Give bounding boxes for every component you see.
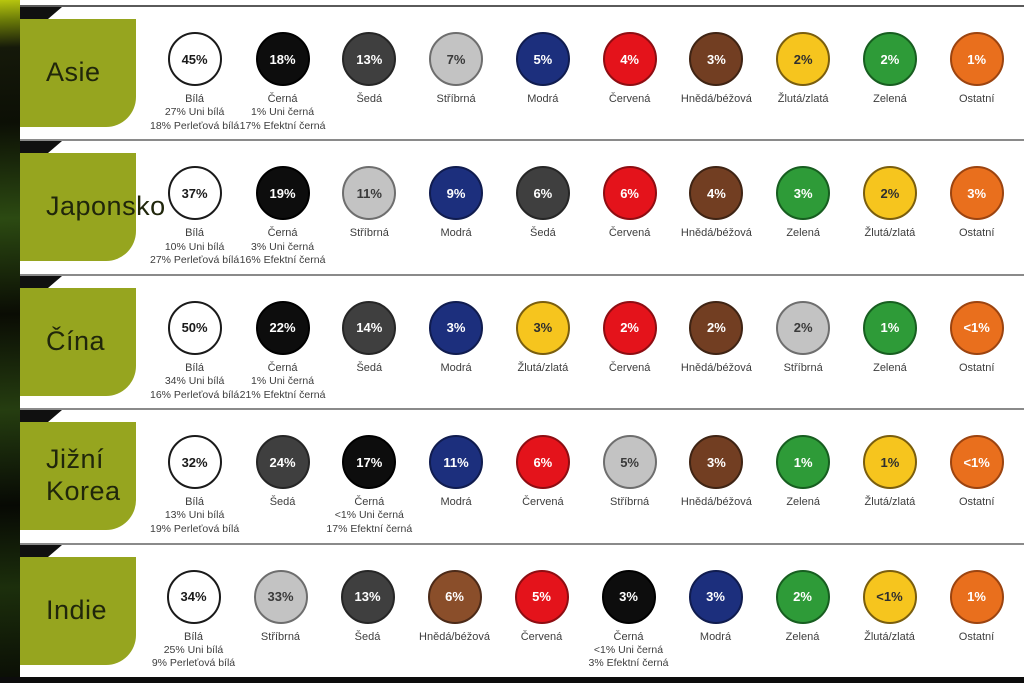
color-percentage: 14% (356, 320, 383, 336)
color-name: Žlutá/zlatá (864, 227, 916, 240)
color-item (499, 7, 586, 139)
color-percentage: 6% (533, 454, 553, 470)
color-item (150, 410, 239, 542)
color-item (933, 141, 1020, 273)
color-item (760, 141, 847, 273)
color-circle (776, 32, 830, 86)
color-percentage: 3% (706, 51, 726, 67)
color-circle (863, 32, 917, 86)
color-circle (429, 435, 483, 489)
color-item (847, 141, 934, 273)
color-circle (776, 570, 830, 624)
color-percentage: 4% (706, 185, 726, 201)
color-name: Bílá (185, 227, 205, 240)
color-circle (950, 32, 1004, 86)
color-percentage: 5% (533, 51, 553, 67)
color-name: Stříbrná (610, 496, 650, 509)
color-sub-detail: 21% Efektní černá (239, 388, 326, 401)
color-percentage: 24% (269, 454, 296, 470)
color-item (673, 410, 760, 542)
color-name: Modrá (527, 93, 559, 105)
color-percentage: 2% (880, 185, 900, 201)
color-item (239, 141, 326, 273)
color-item (759, 545, 846, 677)
color-item (326, 410, 413, 542)
color-sub-detail: 16% Efektní černá (239, 254, 326, 267)
color-percentage: <1% (963, 454, 990, 470)
color-percentage: <1% (876, 589, 903, 605)
color-name: Modrá (440, 361, 472, 374)
color-name: Zelená (873, 93, 907, 105)
color-name: Červená (608, 93, 651, 105)
color-percentage: 1% (793, 454, 813, 470)
color-percentage: 3% (619, 589, 638, 605)
color-circle (689, 301, 743, 355)
color-item (933, 410, 1020, 542)
color-name: Ostatní (958, 227, 995, 240)
color-item (326, 276, 413, 408)
color-percentage: 1% (967, 589, 986, 605)
color-name: Hnědá/béžová (419, 630, 490, 643)
color-percentage: 7% (446, 51, 466, 67)
color-item (498, 545, 585, 677)
color-name: Šedá (356, 361, 383, 374)
color-percentage: 11% (443, 454, 469, 470)
color-item (150, 545, 237, 677)
color-name: Stříbrná (260, 630, 301, 643)
color-sub-detail: 9% Perleťová bílá (151, 657, 236, 670)
color-sub-detail: <1% Uni černá (334, 509, 404, 522)
color-circle (429, 301, 483, 355)
color-circle-list (150, 410, 1020, 542)
color-percentage: 32% (181, 454, 208, 470)
color-circle-list (150, 141, 1020, 273)
color-percentage: 50% (181, 320, 208, 336)
color-circle (602, 570, 656, 624)
color-circle (254, 570, 308, 624)
color-sub-detail: 27% Perleťová bílá (150, 254, 240, 267)
color-percentage: 13% (354, 589, 381, 605)
color-name: Bílá (185, 361, 205, 374)
region-row (0, 7, 1024, 141)
color-circle (167, 570, 221, 624)
color-percentage: 18% (269, 51, 296, 67)
color-name: Modrá (699, 630, 732, 643)
region-tab (5, 288, 136, 396)
color-item (673, 7, 760, 139)
region-label: Japonsko (46, 191, 166, 222)
color-item (847, 7, 934, 139)
color-item (672, 545, 759, 677)
color-percentage: 13% (356, 51, 383, 67)
color-circle (950, 435, 1004, 489)
color-circle (256, 166, 310, 220)
color-item (150, 276, 239, 408)
color-circle (168, 301, 222, 355)
color-item (150, 7, 239, 139)
color-name: Černá (267, 93, 298, 105)
color-name: Bílá (184, 630, 203, 643)
color-percentage: 5% (532, 589, 551, 605)
color-circle (950, 570, 1004, 624)
color-item (846, 545, 933, 677)
color-name: Stříbrná (349, 227, 389, 240)
color-circle (429, 32, 483, 86)
color-item (413, 410, 500, 542)
region-tab (5, 557, 136, 665)
color-percentage: 5% (620, 454, 639, 470)
region-tab (5, 153, 166, 261)
color-circle (428, 570, 482, 624)
color-item (239, 276, 326, 408)
color-percentage: 3% (793, 185, 813, 201)
color-item (933, 545, 1020, 677)
color-sub-detail: 1% Uni černá (251, 106, 315, 119)
color-item (760, 410, 847, 542)
color-percentage: 4% (620, 51, 639, 67)
color-name: Bílá (185, 93, 205, 105)
color-item (933, 276, 1020, 408)
color-percentage: 2% (793, 589, 812, 605)
color-percentage: 19% (269, 185, 296, 201)
color-name: Šedá (269, 496, 296, 509)
color-percentage: 11% (356, 185, 382, 201)
color-circle (950, 166, 1004, 220)
color-item (586, 141, 673, 273)
color-name: Zelená (786, 227, 820, 240)
color-percentage: 2% (793, 320, 813, 336)
color-name: Šedá (530, 227, 556, 240)
region-row (0, 276, 1024, 410)
color-percentage: 37% (181, 185, 208, 201)
region-row (0, 410, 1024, 544)
color-name: Červená (520, 630, 563, 643)
color-circle (776, 435, 830, 489)
color-circle (689, 166, 743, 220)
color-percentage: 6% (620, 185, 639, 201)
color-sub-detail: 18% Perleťová bílá (150, 119, 240, 132)
color-item (933, 7, 1020, 139)
color-name: Červená (522, 496, 564, 509)
color-circle (603, 435, 657, 489)
color-sub-detail: 17% Efektní černá (239, 119, 326, 132)
color-percentage: 1% (880, 320, 900, 336)
color-circle-list (150, 276, 1020, 408)
top-divider (20, 5, 1024, 7)
color-circle (776, 301, 830, 355)
color-item (760, 7, 847, 139)
color-item (585, 545, 672, 677)
color-percentage: 6% (533, 185, 553, 201)
color-item (673, 141, 760, 273)
color-name: Hnědá/béžová (680, 93, 752, 105)
color-percentage: 17% (356, 454, 383, 470)
color-sub-detail: 13% Uni bílá (164, 509, 225, 522)
color-item (586, 7, 673, 139)
color-item (847, 276, 934, 408)
color-circle (515, 570, 569, 624)
color-sub-detail: 10% Uni bílá (164, 240, 225, 253)
color-name: Šedá (356, 93, 383, 105)
region-label: Jižní Korea (46, 444, 121, 507)
color-name: Ostatní (958, 93, 995, 105)
color-name: Hnědá/béžová (680, 227, 752, 240)
color-name: Červená (608, 227, 651, 240)
color-circle (342, 166, 396, 220)
color-percentage: 2% (793, 51, 813, 67)
color-percentage: 3% (967, 185, 987, 201)
color-item (326, 7, 413, 139)
color-item (324, 545, 411, 677)
color-name: Stříbrná (783, 361, 823, 374)
color-circle (341, 570, 395, 624)
color-item (586, 410, 673, 542)
color-circle-list (150, 545, 1020, 677)
color-item (499, 276, 586, 408)
color-circle (863, 570, 917, 624)
color-item (411, 545, 498, 677)
color-name: Ostatní (958, 496, 995, 509)
color-name: Černá (267, 227, 298, 240)
color-circle (689, 435, 743, 489)
color-item (413, 141, 500, 273)
color-sub-detail: 3% Efektní černá (588, 657, 669, 670)
color-circle (603, 301, 657, 355)
color-name: Černá (613, 630, 644, 643)
color-name: Zelená (786, 496, 820, 509)
color-sub-detail: 1% Uni černá (251, 375, 315, 387)
color-item (499, 141, 586, 273)
color-percentage: <1% (963, 320, 990, 336)
color-item (413, 7, 500, 139)
color-circle (429, 166, 483, 220)
color-circle (863, 166, 917, 220)
color-name: Bílá (185, 496, 205, 509)
color-circle (342, 32, 396, 86)
region-row (0, 141, 1024, 275)
color-name: Žlutá/zlatá (777, 93, 829, 105)
color-circle (256, 32, 310, 86)
color-name: Červená (608, 361, 651, 374)
color-percentage: 1% (967, 51, 987, 67)
color-item (239, 410, 326, 542)
color-name: Zelená (785, 630, 820, 643)
color-circle (863, 435, 917, 489)
color-item (760, 276, 847, 408)
color-name: Ostatní (958, 361, 995, 374)
color-item (413, 276, 500, 408)
color-percentage: 3% (533, 320, 553, 336)
color-name: Černá (267, 361, 298, 374)
color-percentage: 3% (706, 454, 726, 470)
color-percentage: 3% (706, 589, 725, 605)
color-name: Zelená (873, 361, 907, 374)
color-circle (168, 435, 222, 489)
color-circle (516, 435, 570, 489)
color-item (237, 545, 324, 677)
color-percentage: 6% (445, 589, 464, 605)
color-item (586, 276, 673, 408)
color-circle (689, 32, 743, 86)
color-name: Žlutá/zlatá (864, 630, 915, 643)
color-name: Žlutá/zlatá (517, 361, 569, 374)
color-percentage: 1% (880, 454, 900, 470)
color-percentage: 2% (880, 51, 900, 67)
color-percentage: 9% (446, 185, 466, 201)
color-sub-detail: 16% Perleťová bílá (150, 388, 240, 401)
color-circle (603, 32, 657, 86)
color-name: Šedá (354, 630, 381, 643)
color-circle (950, 301, 1004, 355)
color-circle (168, 32, 222, 86)
color-sub-detail: 17% Efektní černá (326, 523, 413, 536)
color-circle (256, 435, 310, 489)
color-name: Černá (354, 496, 385, 509)
color-circle (342, 301, 396, 355)
color-circle (603, 166, 657, 220)
color-sub-detail: 3% Uni černá (251, 240, 315, 253)
color-circle (256, 301, 310, 355)
color-percentage: 45% (181, 51, 208, 67)
region-label: Indie (46, 594, 108, 625)
color-percentage: 3% (446, 320, 466, 336)
color-name: Modrá (440, 227, 472, 240)
region-label: Čína (46, 325, 106, 356)
color-item (326, 141, 413, 273)
color-name: Stříbrná (436, 93, 476, 105)
color-name: Hnědá/béžová (680, 496, 752, 509)
region-tab (5, 19, 136, 127)
photo-edge-strip (0, 0, 20, 683)
color-name: Žlutá/zlatá (864, 496, 916, 509)
color-circle (516, 166, 570, 220)
color-circle (516, 301, 570, 355)
color-sub-detail: 27% Uni bílá (164, 106, 225, 119)
color-sub-detail: 34% Uni bílá (164, 375, 225, 387)
bottom-divider (0, 677, 1024, 683)
color-circle (342, 435, 396, 489)
color-name: Modrá (440, 496, 472, 509)
color-percentage: 33% (267, 589, 294, 605)
color-item (499, 410, 586, 542)
color-circle (776, 166, 830, 220)
color-name: Ostatní (958, 630, 995, 643)
region-label: Asie (46, 57, 101, 88)
color-percentage: 2% (620, 320, 639, 336)
color-percentage: 2% (706, 320, 726, 336)
color-item (673, 276, 760, 408)
color-item (847, 410, 934, 542)
color-name: Hnědá/béžová (680, 361, 752, 374)
color-circle (168, 166, 222, 220)
region-tab (5, 422, 136, 530)
color-percentage: 22% (269, 320, 296, 336)
color-circle (863, 301, 917, 355)
color-circle-list (150, 7, 1020, 139)
color-sub-detail: <1% Uni černá (593, 643, 664, 656)
color-percentage: 34% (180, 589, 207, 605)
color-item (239, 7, 326, 139)
region-row (0, 545, 1024, 677)
color-sub-detail: 25% Uni bílá (163, 643, 224, 656)
color-circle (516, 32, 570, 86)
region-rows (0, 7, 1024, 677)
color-circle (689, 570, 743, 624)
color-sub-detail: 19% Perleťová bílá (150, 523, 240, 536)
